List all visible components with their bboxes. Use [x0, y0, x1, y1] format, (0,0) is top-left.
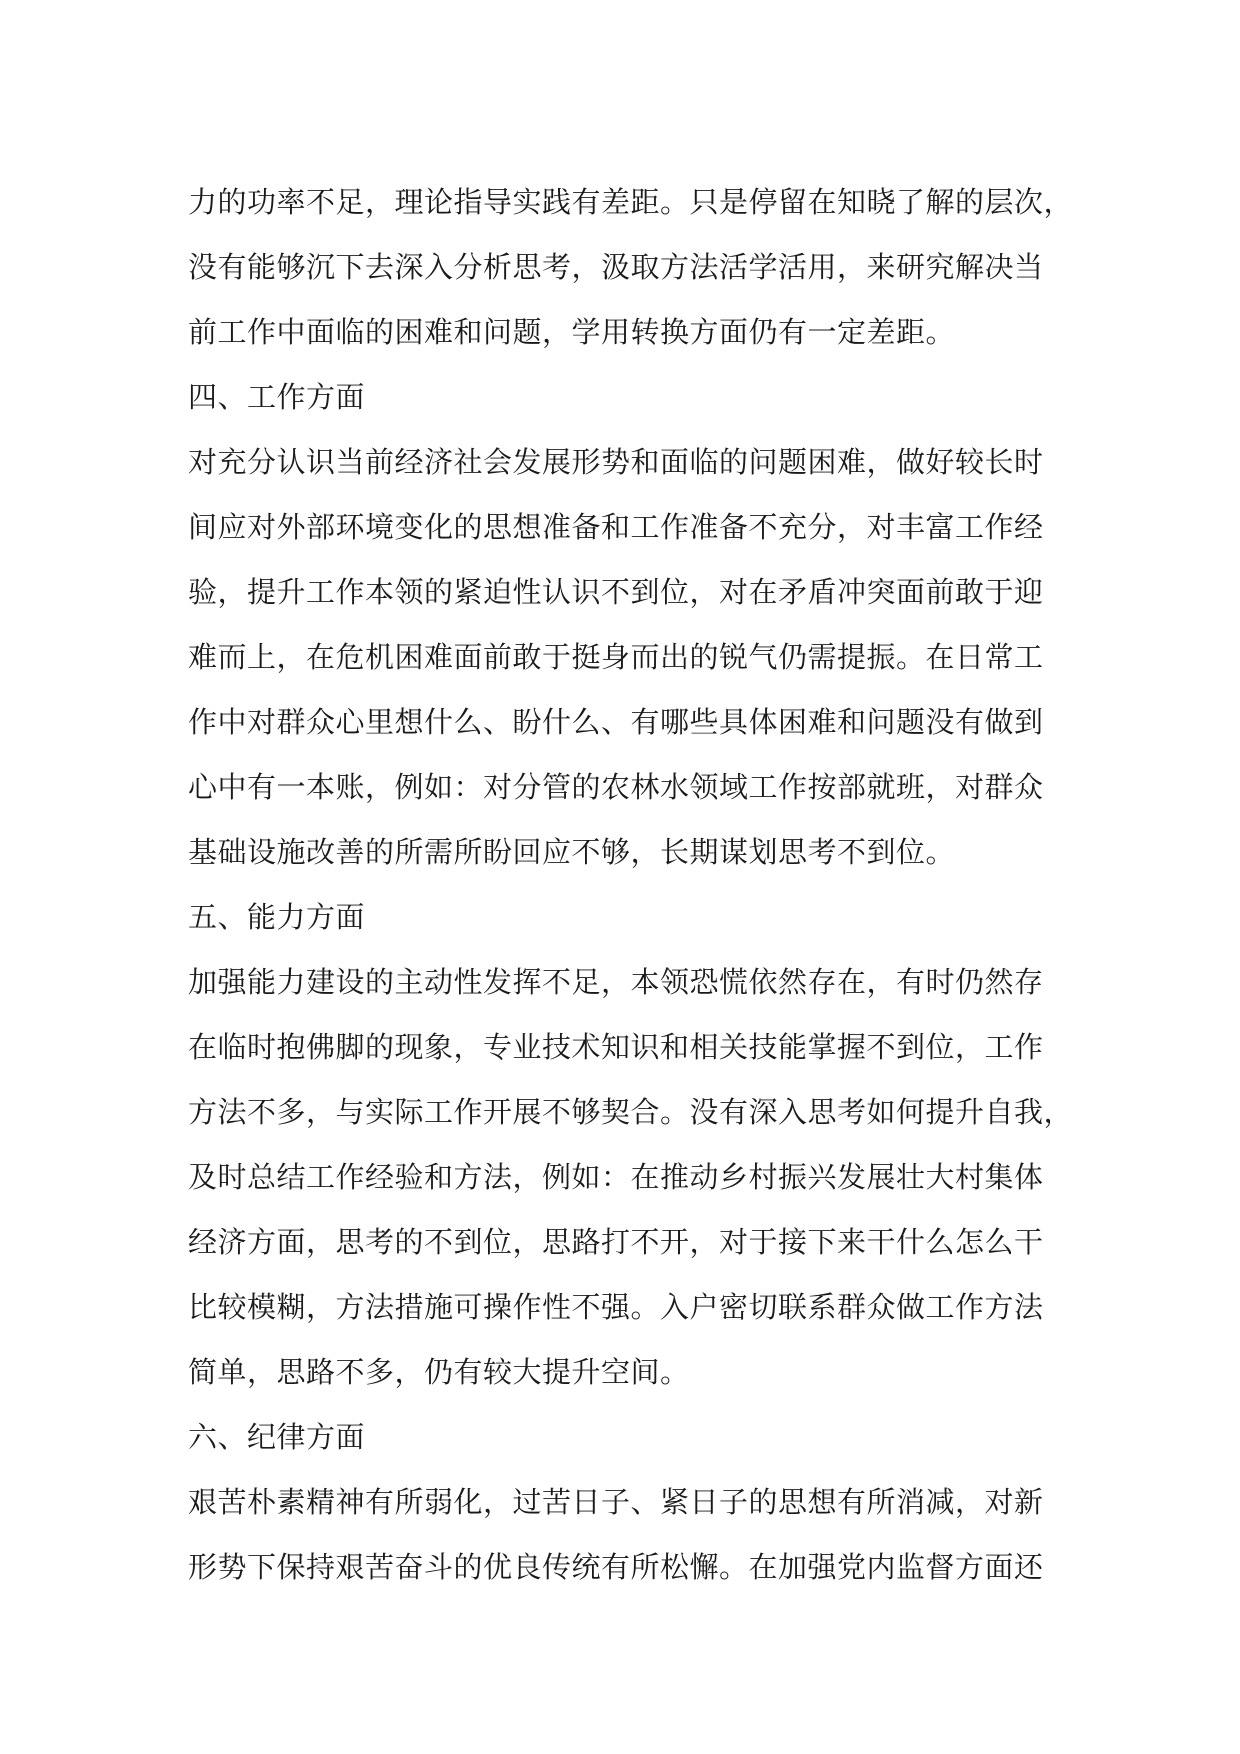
section-heading-discipline: 六、纪律方面	[188, 1420, 366, 1454]
text-line: 及时总结工作经验和方法，例如：在推动乡村振兴发展壮大村集体	[188, 1160, 1044, 1194]
text-line: 在临时抱佛脚的现象，专业技术知识和相关技能掌握不到位，工作	[188, 1030, 1044, 1064]
text-line: 前工作中面临的困难和问题，学用转换方面仍有一定差距。	[188, 315, 956, 349]
section-heading-ability: 五、能力方面	[188, 900, 366, 934]
text-line: 心中有一本账，例如：对分管的农林水领域工作按部就班，对群众	[188, 770, 1044, 804]
text-line: 方法不多，与实际工作开展不够契合。没有深入思考如何提升自我，	[188, 1095, 1074, 1129]
text-line: 难而上，在危机困难面前敢于挺身而出的锐气仍需提振。在日常工	[188, 640, 1044, 674]
section-heading-work: 四、工作方面	[188, 380, 366, 414]
text-line: 验，提升工作本领的紧迫性认识不到位，对在矛盾冲突面前敢于迎	[188, 575, 1044, 609]
text-line: 作中对群众心里想什么、盼什么、有哪些具体困难和问题没有做到	[188, 705, 1044, 739]
text-line: 简单，思路不多，仍有较大提升空间。	[188, 1355, 690, 1389]
text-line: 经济方面，思考的不到位，思路打不开，对于接下来干什么怎么干	[188, 1225, 1044, 1259]
text-line: 基础设施改善的所需所盼回应不够，长期谋划思考不到位。	[188, 835, 956, 869]
text-line: 对充分认识当前经济社会发展形势和面临的问题困难，做好较长时	[188, 445, 1044, 479]
text-line: 艰苦朴素精神有所弱化，过苦日子、紧日子的思想有所消减，对新	[188, 1485, 1044, 1519]
text-line: 加强能力建设的主动性发挥不足，本领恐慌依然存在，有时仍然存	[188, 965, 1044, 999]
text-line: 间应对外部环境变化的思想准备和工作准备不充分，对丰富工作经	[188, 510, 1044, 544]
text-line: 比较模糊，方法措施可操作性不强。入户密切联系群众做工作方法	[188, 1290, 1044, 1324]
document-body	[188, 170, 1074, 1600]
text-line: 力的功率不足，理论指导实践有差距。只是停留在知晓了解的层次，	[188, 185, 1074, 219]
text-line: 没有能够沉下去深入分析思考，汲取方法活学活用，来研究解决当	[188, 250, 1044, 284]
text-line: 形势下保持艰苦奋斗的优良传统有所松懈。在加强党内监督方面还	[188, 1550, 1044, 1584]
